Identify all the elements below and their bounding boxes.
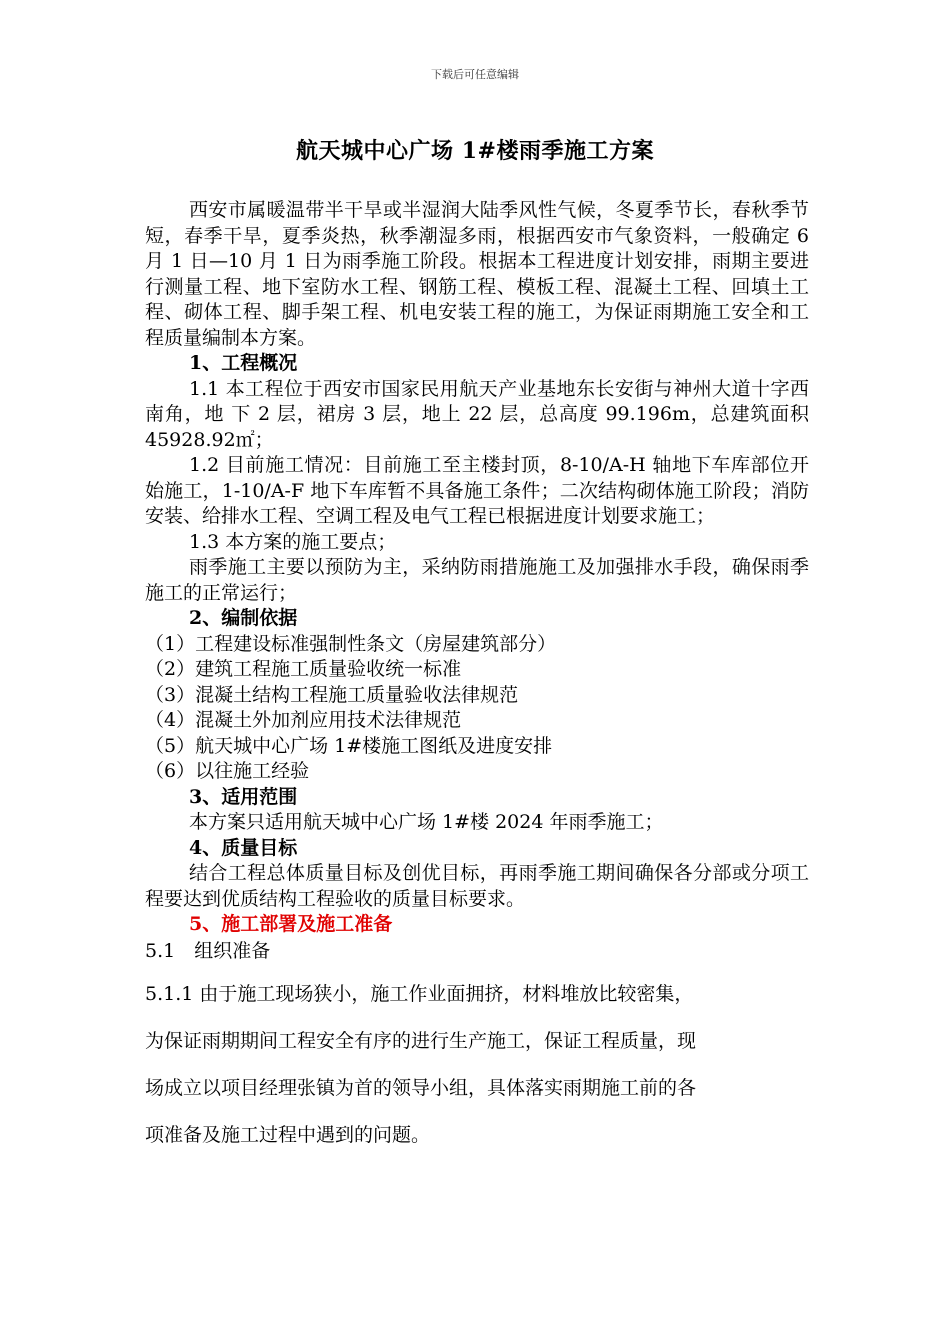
section-5-1-1-line-4: 项准备及施工过程中遇到的问题。 (145, 1123, 431, 1146)
section-5-1-1-line-1: 5.1.1 由于施工现场狭小，施工作业面拥挤，材料堆放比较密集， (145, 982, 694, 1005)
intro-paragraph: 西安市属暖温带半干旱或半湿润大陆季风性气候，冬夏季节长，春秋季节短，春季干旱，夏季炎热，秋季潮湿多雨，根据西安市气象资料，一般确定 6 月 1 日—10 月 1 日为雨季施工阶段。根据本工程进度计划安排，雨期主要进行测量工程、地下室防水工程、钢筋工程、模板工程、混凝土工程、回填土工程、砌体工程、脚手架工程、机电安装工程的施工，为保证雨期施工安全和工程质量编制本方案。 (145, 199, 809, 349)
section-2-heading: 2、编制依据 (189, 607, 298, 629)
basis-item-4: （4）混凝土外加剂应用技术法律规范 (145, 709, 462, 731)
basis-item-3: （3）混凝土结构工程施工质量验收法律规范 (145, 683, 519, 706)
section-1-3-paragraph: 1.3 本方案的施工要点； (189, 530, 397, 553)
basis-item-2: （2）建筑工程施工质量验收统一标准 (145, 658, 462, 680)
section-1-2-paragraph: 1.2 目前施工情况：目前施工至主楼封顶，8-10/A-H 轴地下车库部位开始施工，1-10/A-F 地下车库暂不具备施工条件；二次结构砌体施工阶段；消防安装、给排水工程、空调工程及电气工程已根据进度计划要求施工； (145, 454, 809, 527)
section-5-1-1-line-2: 为保证雨期期间工程安全有序的进行生产施工，保证工程质量，现 (145, 1029, 697, 1052)
document-title: 航天城中心广场 1#楼雨季施工方案 (296, 138, 654, 164)
section-3-text: 本方案只适用航天城中心广场 1#楼 2024 年雨季施工； (189, 811, 664, 833)
header-note: 下载后可任意编辑 (431, 68, 519, 81)
basis-item-6: （6）以往施工经验 (145, 760, 310, 782)
document-body (145, 198, 809, 1159)
basis-item-1: （1）工程建设标准强制性条文（房屋建筑部分） (145, 632, 557, 655)
section-5-heading: 5、施工部署及施工准备 (189, 913, 393, 935)
section-3-heading: 3、适用范围 (189, 785, 298, 808)
basis-item-5: （5）航天城中心广场 1#楼施工图纸及进度安排 (145, 734, 553, 757)
section-5-1-subheading: 5.1 组织准备 (145, 939, 271, 962)
section-5-1-1-line-3: 场成立以项目经理张镇为首的领导小组，具体落实雨期施工前的各 (145, 1076, 697, 1099)
section-1-heading: 1、工程概况 (189, 352, 298, 374)
section-1-1-paragraph: 1.1 本工程位于西安市国家民用航天产业基地东长安街与神州大道十字西南角，地 下 2 层，裙房 3 层，地上 22 层，总高度 99.196m，总建筑面积 45928.92㎡； (145, 377, 809, 451)
section-4-heading: 4、质量目标 (189, 836, 298, 859)
section-1-note-paragraph: 雨季施工主要以预防为主，采纳防雨措施施工及加强排水手段，确保雨季施工的正常运行； (145, 556, 809, 604)
section-4-text: 结合工程总体质量目标及创优目标，再雨季施工期间确保各分部或分项工程要达到优质结构工程验收的质量目标要求。 (145, 862, 809, 910)
